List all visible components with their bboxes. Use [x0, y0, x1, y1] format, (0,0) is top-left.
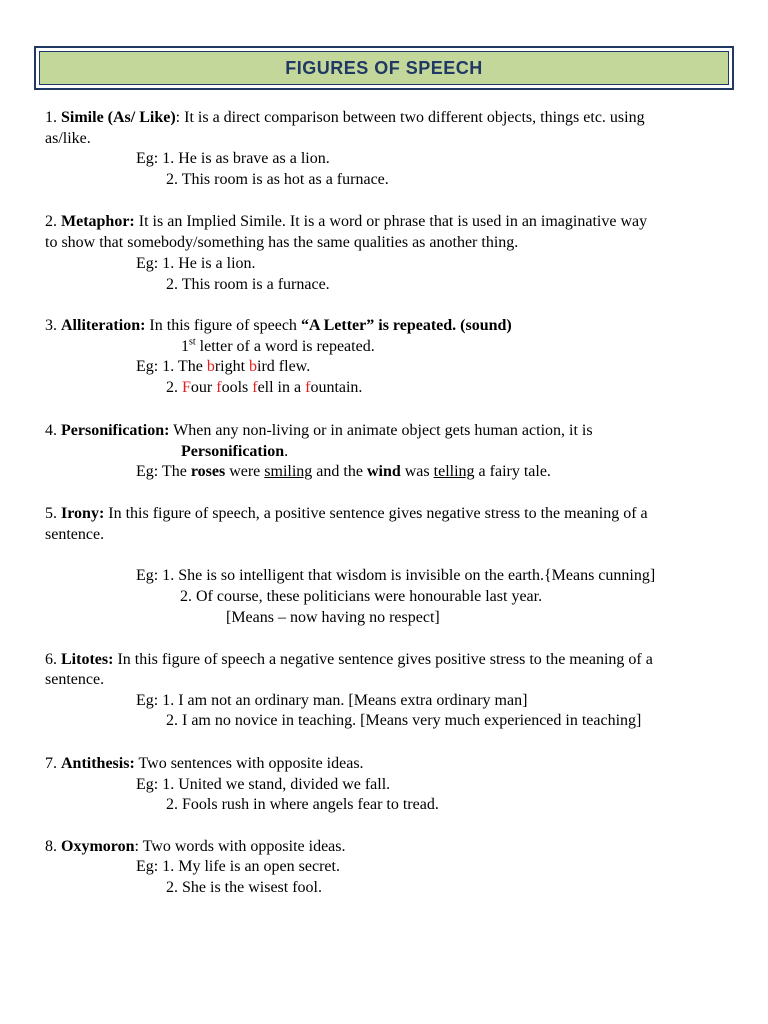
irony-def-line1: In this figure of speech, a positive sentence gives negative stress to the meaning of a [104, 505, 648, 522]
litotes-def-line2: sentence. [45, 671, 105, 688]
litotes-term: Litotes: [61, 651, 114, 668]
eg-label: Eg: [136, 255, 163, 272]
eg-label: Eg: [136, 776, 163, 793]
page-title: FIGURES OF SPEECH [285, 57, 483, 78]
item-number: 8. [45, 838, 61, 855]
period: . [284, 443, 289, 460]
item-number: 2. [45, 213, 61, 230]
word-wind: wind [366, 463, 401, 480]
personification-term: Personification: [61, 422, 170, 439]
simile-example-2: 2. This room is as hot as a furnace. [166, 171, 389, 188]
example-text: 1. The [162, 358, 207, 375]
item-number: 1. [45, 109, 61, 126]
metaphor-def-line1: It is an Implied Simile. It is a word or phrase that is used in an imaginative way [134, 213, 648, 230]
eg-label: Eg: [136, 358, 163, 375]
personification-def-line2 [181, 442, 288, 462]
highlight-letter: b [249, 358, 258, 375]
simile-term: Simile (As/ Like) [61, 109, 176, 126]
eg-label: Eg: [136, 150, 163, 167]
ordinal-suffix: st [189, 336, 196, 348]
alliteration-def-a: In this figure of speech [145, 317, 301, 334]
example-text: 2. [166, 379, 182, 396]
highlight-letter: f [252, 379, 258, 396]
example-text: and the [312, 463, 367, 480]
example-text: 1. She is so intelligent that wisdom is invisible on the earth.{Means cunning] [162, 567, 656, 584]
item-number: 3. [45, 317, 61, 334]
simile-definition [45, 108, 645, 128]
antithesis-term: Antithesis: [61, 755, 135, 772]
example-text: ell in a [257, 379, 306, 396]
metaphor-example-1 [136, 254, 256, 274]
example-text: 1. He is as brave as a lion. [162, 150, 330, 167]
personification-bold: Personification [181, 443, 285, 460]
litotes-example-1 [136, 691, 527, 711]
oxymoron-example-1 [136, 857, 340, 877]
simile-def-line1: : It is a direct comparison between two different objects, things etc. using [175, 109, 645, 126]
example-text: a fairy tale. [474, 463, 551, 480]
example-text: 1. He is a lion. [162, 255, 256, 272]
oxymoron-definition [45, 837, 346, 857]
alliteration-def-rest: letter of a word is repeated. [195, 338, 375, 355]
antithesis-def: Two sentences with opposite ideas. [134, 755, 364, 772]
example-text: was [400, 463, 434, 480]
metaphor-def-line2: to show that somebody/something has the same qualities as another thing. [45, 234, 519, 251]
eg-label: Eg: The [136, 463, 191, 480]
item-number: 5. [45, 505, 61, 522]
example-text: ird flew. [257, 358, 311, 375]
alliteration-def-line2 [181, 337, 375, 357]
oxymoron-example-2: 2. She is the wisest fool. [166, 879, 322, 896]
example-text: ools [221, 379, 253, 396]
example-text: right [214, 358, 250, 375]
alliteration-definition [45, 316, 512, 336]
oxymoron-term: Oxymoron [61, 838, 135, 855]
word-smiling: smiling [264, 463, 313, 480]
title-banner-fill [39, 51, 729, 85]
highlight-letter: f [305, 379, 311, 396]
item-number: 4. [45, 422, 61, 439]
irony-example-2: 2. Of course, these politicians were honourable last year. [180, 588, 543, 605]
antithesis-definition [45, 754, 364, 774]
oxymoron-def: : Two words with opposite ideas. [134, 838, 346, 855]
item-number: 6. [45, 651, 61, 668]
ordinal-number: 1 [181, 338, 189, 355]
litotes-example-2: 2. I am no novice in teaching. [Means very much experienced in teaching] [166, 712, 642, 729]
personification-example [136, 462, 551, 482]
eg-label: Eg: [136, 567, 163, 584]
irony-def-line2: sentence. [45, 526, 105, 543]
highlight-letter: b [206, 358, 215, 375]
example-text: were [225, 463, 265, 480]
title-banner [34, 46, 734, 90]
personification-definition [45, 421, 593, 441]
highlight-letter: F [182, 379, 191, 396]
personification-def-line1: When any non-living or in animate object gets human action, it is [169, 422, 593, 439]
irony-term: Irony: [61, 505, 105, 522]
simile-example-1 [136, 149, 330, 169]
eg-label: Eg: [136, 858, 163, 875]
highlight-letter: f [216, 379, 222, 396]
word-telling: telling [433, 463, 475, 480]
example-text: 1. United we stand, divided we fall. [162, 776, 391, 793]
simile-def-line2: as/like. [45, 130, 91, 147]
alliteration-def-c: (sound) [456, 317, 512, 334]
alliteration-def-b: “A Letter” is repeated. [300, 317, 457, 334]
alliteration-term: Alliteration: [61, 317, 146, 334]
antithesis-example-2: 2. Fools rush in where angels fear to tread. [166, 796, 439, 813]
example-text: 1. I am not an ordinary man. [Means extra ordinary man] [162, 692, 528, 709]
litotes-definition [45, 650, 653, 670]
example-text: ountain. [310, 379, 363, 396]
metaphor-term: Metaphor: [61, 213, 135, 230]
word-roses: roses [190, 463, 226, 480]
metaphor-example-2: 2. This room is a furnace. [166, 276, 330, 293]
antithesis-example-1 [136, 775, 390, 795]
irony-example-1 [136, 566, 655, 586]
alliteration-example-1 [136, 357, 310, 377]
eg-label: Eg: [136, 692, 163, 709]
alliteration-example-2 [166, 378, 362, 398]
irony-definition [45, 504, 648, 524]
item-number: 7. [45, 755, 61, 772]
litotes-def-line1: In this figure of speech a negative sentence gives positive stress to the meaning of a [113, 651, 653, 668]
metaphor-definition [45, 212, 647, 232]
example-text: 1. My life is an open secret. [162, 858, 340, 875]
irony-example-2-meaning: [Means – now having no respect] [226, 609, 440, 626]
example-text: our [190, 379, 217, 396]
